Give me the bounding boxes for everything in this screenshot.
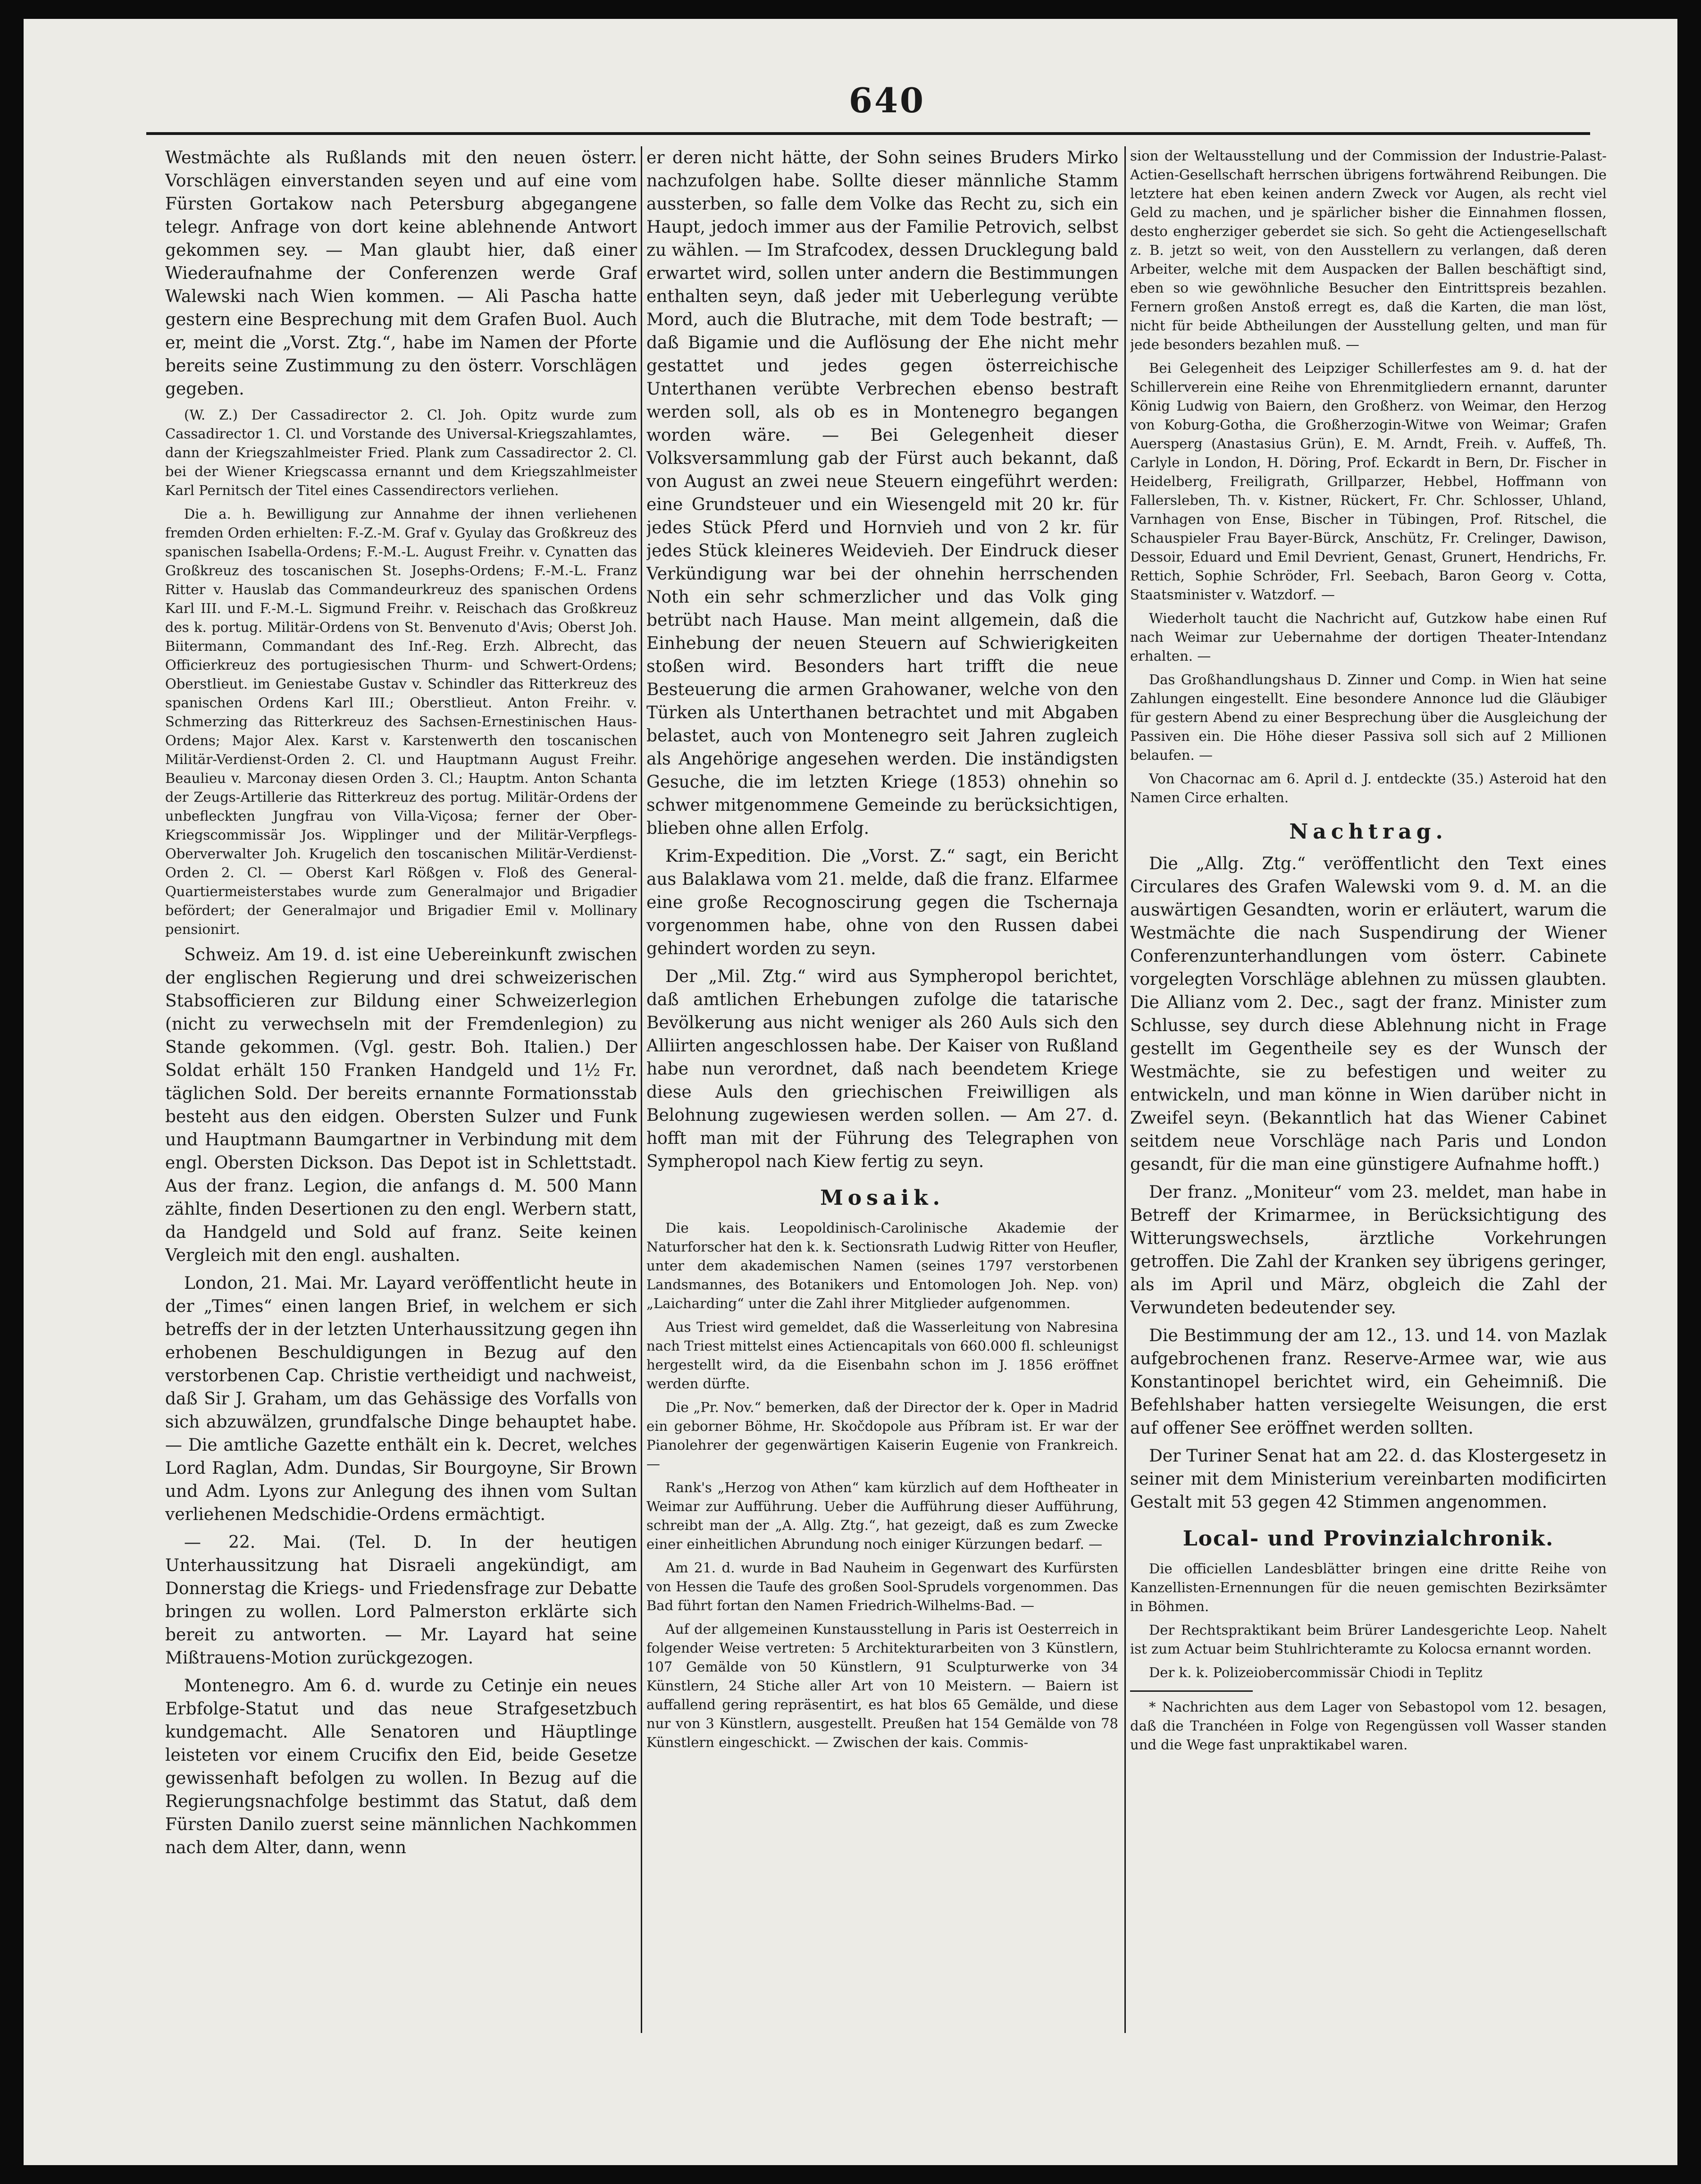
article-paragraph: Westmächte als Rußlands mit den neuen österr. Vorschlägen einverstanden seyen und auf eine vom Fürsten Gortakow nach Petersburg abgegangene telegr. Anfrage von dort keine ablehnende Antwort gekommen sey. — Man glaubt hier, daß einer Wiederaufnahme der Conferenzen werde Graf Walewski nach Wien kommen. — Ali Pascha hatte gestern eine Besprechung mit dem Grafen Buol. Auch er, meint die „Vorst. Ztg.“, habe im Namen der Pforte bereits seine Zustimmung zu den österr. Vorschlägen gegeben. [165,148,637,399]
article-paragraph: Der „Mil. Ztg.“ wird aus Sympheropol berichtet, daß amtlichen Erhebungen zufolge die tatarische Bevölkerung aus nicht weniger als 260 Auls sich den Alliirten angeschlossen habe. Der Kaiser von Rußland habe nun verordnet, daß nach beendetem Kriege diese Auls den griechischen Freiwilligen als Belohnung zugewiesen werden sollen. — Am 27. d. hofft man mit der Führung des Telegraphen von Sympheropol nach Kiew fertig zu seyn. [646,967,1118,1171]
article-montenegro: Montenegro. Am 6. d. wurde zu Cetinje ein neues Erbfolge-Statut und das neue Strafgesetzbuch kundgemacht. Alle Senatoren und Häuptlinge leisteten vor einem Crucifix den Eid, beide Gesetze gewissenhaft befolgen zu wollen. In Bezug auf die Regierungsnachfolge bestimmt das Statut, daß dem Fürsten Danilo zuerst seine männlichen Nachkommen nach dem Alter, dann, wenn [165,1676,637,1857]
mosaik-item: Wiederholt taucht die Nachricht auf, Gutzkow habe einen Ruf nach Weimar zur Uebernahme der dortigen Theater-Intendanz erhalten. — [1130,610,1607,664]
section-heading-mosaik: Mosaik. [820,1186,945,1210]
column-divider [1124,146,1126,2033]
article-switzerland: Schweiz. Am 19. d. ist eine Uebereinkunft zwischen der englischen Regierung und drei schweizerischen Stabsofficieren zur Bildung einer Schweizerlegion (nicht zu verwechseln mit der Fremdenlegion) zu Stande gekommen. (Vgl. gestr. Boh. Italien.) Der Soldat erhält 150 Franken Handgeld und 1½ Fr. täglichen Sold. Der bereits ernannte Formationsstab besteht aus den eidgen. Obersten Sulzer und Funk und Hauptmann Baumgartner in Verbindung mit dem engl. Obersten Dickson. Das Depot ist in Schlettstadt. Aus der franz. Legion, die anfangs d. M. 500 Mann zählte, finden Desertionen zu den engl. Werbern statt, da Handgeld und Sold auf franz. Seite keinen Vergleich mit den engl. aushalten. [165,945,637,1265]
article-paragraph: er deren nicht hätte, der Sohn seines Bruders Mirko nachzufolgen habe. Sollte dieser männliche Stamm aussterben, so falle dem Volke das Recht zu, sich ein Haupt, jedoch immer aus der Familie Petrovich, selbst zu wählen. — Im Strafcodex, dessen Drucklegung bald erwartet wird, sollen unter andern die Bestimmungen enthalten seyn, daß jeder mit Ueberlegung verübte Mord, auch die Blutrache, mit dem Tode bestraft; — daß Bigamie und die Auflösung der Ehe nicht mehr gestattet und jedes gegen österreichische Unterthanen verübte Verbrechen ebenso bestraft werden soll, als ob es in Montenegro begangen worden wäre. — Bei Gelegenheit dieser Volksversammlung gab der Fürst auch bekannt, daß von August an zwei neue Steuern eingeführt werden: eine Grundsteuer und ein Wiesengeld mit 20 kr. für jedes Stück Pferd und Hornvieh und von 2 kr. für jedes Stück kleineres Weidevieh. Der Eindruck dieser Verkündigung war bei der ohnehin herrschenden Noth ein sehr schmerzlicher und das Volk ging betrübt nach Hause. Man meint allgemein, daß die Einhebung der neuen Steuern auf Schwierigkeiten stoßen wird. Besonders hart trifft die neue Besteuerung die armen Grahowaner, welche von den Türken als Unterthanen betrachtet und mit Abgaben belastet, auch von Montenegro seit Jahren zugleich als Angehörige angesehen werden. Die inständigsten Gesuche, die im letzten Kriege (1853) ohnehin so schwer mitgenommene Gemeinde zu berücksichtigen, blieben ohne allen Erfolg. [646,148,1118,838]
article-london: London, 21. Mai. Mr. Layard veröffentlicht heute in der „Times“ einen langen Brief, in welchem er sich betreffs der in der letzten Unterhaussitzung gegen ihn erhobenen Beschuldigungen in Bezug auf den verstorbenen Cap. Christie vertheidigt und nachweist, daß Sir J. Graham, um das Gehässige des Vorfalls von sich abzuwälzen, grundfalsche Dinge behauptet habe. — Die amtliche Gazette enthält ein k. Decret, welches Lord Raglan, Adm. Dundas, Sir Bourgoyne, Sir Brown und Adm. Lyons zur Anlegung des ihnen vom Sultan verliehenen Medschidie-Ordens ermächtigt. [165,1274,637,1524]
local-item: Der Rechtspraktikant beim Brürer Landesgerichte Leop. Nahelt ist zum Actuar beim Stuhlrichteramte zu Kolocsa ernannt worden. [1130,1622,1607,1657]
newspaper-page [24,19,1677,2165]
section-heading-local: Local- und Provinzialchronik. [1182,1527,1554,1551]
mosaik-item: sion der Weltausstellung und der Commission der Industrie-Palast-Actien-Gesellschaft herrschen übrigens fortwährend Reibungen. Die letztere hat eben keinen andern Zweck vor Augen, als recht viel Geld zu machen, und je spärlicher bisher die Einnahmen flossen, desto engherziger geberdet sie sich. So geht die Actiengesellschaft z. B. jetzt so weit, von den Ausstellern zu verlangen, daß deren Arbeiter, welche mit dem Auspacken der Ballen beschäftigt sind, eben so wie gewöhnliche Besucher den Eintrittspreis bezahlen. Fernern großen Anstoß erregt es, daß die Karten, die man löst, nicht für beide Abtheilungen der Ausstellung gelten, und man für jede besonders bezahlen muß. — [1130,148,1607,353]
article-crimea: Krim-Expedition. Die „Vorst. Z.“ sagt, ein Bericht aus Balaklawa vom 21. melde, daß die franz. Elfarmee eine große Recognoscirung gegen die Tschernaja vorgenommen habe, ohne von den Russen dabei gehindert worden zu seyn. [646,847,1118,958]
column-2 [646,146,1118,2033]
nachtrag-paragraph: Die Bestimmung der am 12., 13. und 14. von Mazlak aufgebrochenen franz. Reserve-Armee war, wie aus Konstantinopel berichtet wird, ein Geheimniß. Die Befehlshaber hatten versiegelte Weisungen, die erst auf offener See eröffnet werden sollten. [1130,1326,1607,1438]
nachtrag-paragraph: Die „Allg. Ztg.“ veröffentlicht den Text eines Circulares des Grafen Walewski vom 9. d. M. an die auswärtigen Gesandten, worin er erläutert, warum die Westmächte die nach Suspendirung der Wiener Conferenzunterhandlungen vom österr. Cabinete vorgelegten Vorschläge ablehnen zu müssen glaubten. Die Allianz vom 2. Dec., sagt der franz. Minister zum Schlusse, sey durch diese Ablehnung nicht in Frage gestellt im Gegentheile sey es der Wunsch der Westmächte, sie zu befestigen und weiter zu entwickeln, und man könne in Wien darüber nicht in Zweifel seyn. (Bekanntlich hat das Wiener Cabinet seitdem neue Vorschläge nach Paris und London gesandt, für die man eine günstigere Aufnahme hofft.) [1130,854,1607,1174]
nachtrag-paragraph: Der Turiner Senat hat am 22. d. das Klostergesetz in seiner mit dem Ministerium vereinbarten modificirten Gestalt mit 53 gegen 42 Stimmen angenommen. [1130,1446,1607,1512]
footnote: * Nachrichten aus dem Lager von Sebastopol vom 12. besagen, daß die Tranchéen in Folge von Regengüssen voll Wasser standen und die Wege fast unpraktikabel waren. [1130,1699,1607,1753]
mosaik-item: Das Großhandlungshaus D. Zinner und Comp. in Wien hat seine Zahlungen eingestellt. Eine besondere Annonce lud die Gläubiger für gestern Abend zu einer Besprechung über die Ausgleichung der Passiven ein. Die Höhe dieser Passiva soll sich auf 2 Millionen belaufen. — [1130,672,1607,763]
header-rule [146,132,1590,135]
footnote-rule [1130,1690,1253,1692]
column-divider [641,146,642,2033]
article-london-telegram: — 22. Mai. (Tel. D. In der heutigen Unterhaussitzung hat Disraeli angekündigt, am Donnerstag die Kriegs- und Friedensfrage zur Debatte bringen zu wollen. Lord Palmerston erklärte sich bereit zu antworten. — Mr. Layard hat seine Mißtrauens-Motion zurückgezogen. [165,1533,637,1668]
mosaik-item: Auf der allgemeinen Kunstausstellung in Paris ist Oesterreich in folgender Weise vertreten: 5 Architekturarbeiten von 3 Künstlern, 107 Gemälde von 50 Künstlern, 91 Sculpturwerke von 34 Künstlern, 24 Stiche aller Art von 10 Meistern. — Baiern ist auffallend gering repräsentirt, es hat blos 65 Gemälde, und diese nur von 3 Künstlern, ausgestellt. Preußen hat 154 Gemälde von 78 Künstlern eingeschickt. — Zwischen der kais. Commis- [646,1621,1118,1750]
mosaik-item: Von Chacornac am 6. April d. J. entdeckte (35.) Asteroid hat den Namen Circe erhalten. [1130,771,1607,806]
page-number: 640 [848,80,926,120]
section-heading-nachtrag: Nachtrag. [1289,820,1448,844]
local-item: Der k. k. Polizeiobercommissär Chiodi in Teplitz [1149,1664,1483,1680]
mosaik-item: Am 21. d. wurde in Bad Nauheim in Gegenwart des Kurfürsten von Hessen die Taufe des großen Sool-Sprudels vorgenommen. Das Bad führt fortan den Namen Friedrich-Wilhelms-Bad. — [646,1560,1118,1613]
mosaik-item: Die „Pr. Nov.“ bemerken, daß der Director der k. Oper in Madrid ein geborner Böhme, Hr. Skočdopole aus Příbram ist. Er war der Pianolehrer der gegenwärtigen Kaiserin Eugenie von Frankreich. — [646,1399,1118,1472]
notice-paragraph: (W. Z.) Der Cassadirector 2. Cl. Joh. Opitz wurde zum Cassadirector 1. Cl. und Vorstande des Universal-Kriegszahlamtes, dann der Kriegszahlmeister Fried. Plank zum Cassadirector 2. Cl. bei der Wiener Kriegscassa ernannt und dem Kriegszahlmeister Karl Pernitsch der Titel eines Cassendirectors verliehen. [165,407,637,498]
local-item: Die officiellen Landesblätter bringen eine dritte Reihe von Kanzellisten-Ernennungen für die neuen gemischten Bezirksämter in Böhmen. [1130,1561,1607,1614]
mosaik-item: Rank's „Herzog von Athen“ kam kürzlich auf dem Hoftheater in Weimar zur Aufführung. Ueber die Aufführung dieser Aufführung, schreibt man der „A. Allg. Ztg.“, hat gezeigt, daß es zum Zwecke einer einheitlichen Abrundung noch einiger Kürzungen bedarf. — [646,1479,1118,1552]
mosaik-item: Aus Triest wird gemeldet, daß die Wasserleitung von Nabresina nach Triest mittelst eines Actiencapitals von 660.000 fl. schleunigst hergestellt wird, da die Eisenbahn schon im J. 1856 eröffnet werden dürfte. [646,1319,1118,1392]
column-1 [165,146,637,2033]
nachtrag-paragraph: Der franz. „Moniteur“ vom 23. meldet, man habe in Betreff der Krimarmee, in Berücksichtigung des Witterungswechsels, ärztliche Vorkehrungen getroffen. Die Zahl der Kranken sey übrigens geringer, als im April und März, obgleich die Zahl der Verwundeten bedeutender sey. [1130,1183,1607,1318]
notice-paragraph: Die a. h. Bewilligung zur Annahme der ihnen verliehenen fremden Orden erhielten: F.-Z.-M. Graf v. Gyulay das Großkreuz des spanischen Isabella-Ordens; F.-M.-L. August Freihr. v. Cynatten das Großkreuz des toscanischen St. Josephs-Ordens; F.-M.-L. Franz Ritter v. Hauslab das Commandeurkreuz des spanischen Ordens Karl III. und F.-M.-L. Sigmund Freihr. v. Reischach das Großkreuz des k. portug. Militär-Ordens von St. Benvenuto d'Avis; Oberst Joh. Biitermann, Commandant des Inf.-Reg. Erzh. Albrecht, das Officierkreuz des portugiesischen Thurm- und Schwert-Ordens; Oberstlieut. im Geniestabe Gustav v. Schindler das Ritterkreuz des spanischen Ordens Karl III.; Oberstlieut. Anton Freihr. v. Schmerzing das Ritterkreuz des Sachsen-Ernestinischen Haus-Ordens; Major Alex. Karst v. Karstenwerth den toscanischen Militär-Verdienst-Orden 2. Cl. und Hauptmann August Freihr. Beaulieu v. Marconay diesen Orden 3. Cl.; Hauptm. Anton Schanta der Zeugs-Artillerie das Ritterkreuz des portug. Militär-Ordens der unbefleckten Jungfrau von Villa-Viçosa; ferner der Ober-Kriegscommissär Jos. Wipplinger und der Militär-Verpflegs-Oberverwalter Joh. Krugelich den toscanischen Militär-Verdienst-Orden 2. Cl. — Oberst Karl Rößgen v. Floß des General-Quartiermeisterstabes wurde zum Generalmajor und Brigadier befördert; der Generalmajor und Brigadier Emil v. Mollinary pensionirt. [165,506,637,937]
mosaik-item: Die kais. Leopoldinisch-Carolinische Akademie der Naturforscher hat den k. k. Sectionsrath Ludwig Ritter von Heufler, unter dem akademischen Namen (seines 1797 verstorbenen Landsmannes, des Botanikers und Entomologen Joh. Nep. von) „Laicharding“ unter die Zahl ihrer Mitglieder aufgenommen. [646,1220,1118,1311]
mosaik-item: Bei Gelegenheit des Leipziger Schillerfestes am 9. d. hat der Schillerverein eine Reihe von Ehrenmitgliedern ernannt, darunter König Ludwig von Baiern, den Großherz. von Weimar, den Herzog von Koburg-Gotha, die Großherzogin-Witwe von Weimar; Grafen Auersperg (Anastasius Grün), E. M. Arndt, Freih. v. Auffeß, Th. Carlyle in London, H. Döring, Prof. Eckardt in Bern, Dr. Fischer in Heidelberg, Freiligrath, Grillparzer, Hebbel, Hoffmann von Fallersleben, Th. v. Kistner, Rückert, Fr. Chr. Schlosser, Uhland, Varnhagen von Ense, Bischer in Tübingen, Prof. Ritschel, die Schauspieler Frau Bayer-Bürck, Anschütz, Fr. Crelinger, Dawison, Dessoir, Eduard und Emil Devrient, Genast, Grunert, Hendrichs, Fr. Rettich, Sophie Schröder, Frl. Seebach, Baron Georg v. Cotta, Staatsminister v. Watzdorf. — [1130,360,1607,603]
column-3 [1130,146,1607,2033]
